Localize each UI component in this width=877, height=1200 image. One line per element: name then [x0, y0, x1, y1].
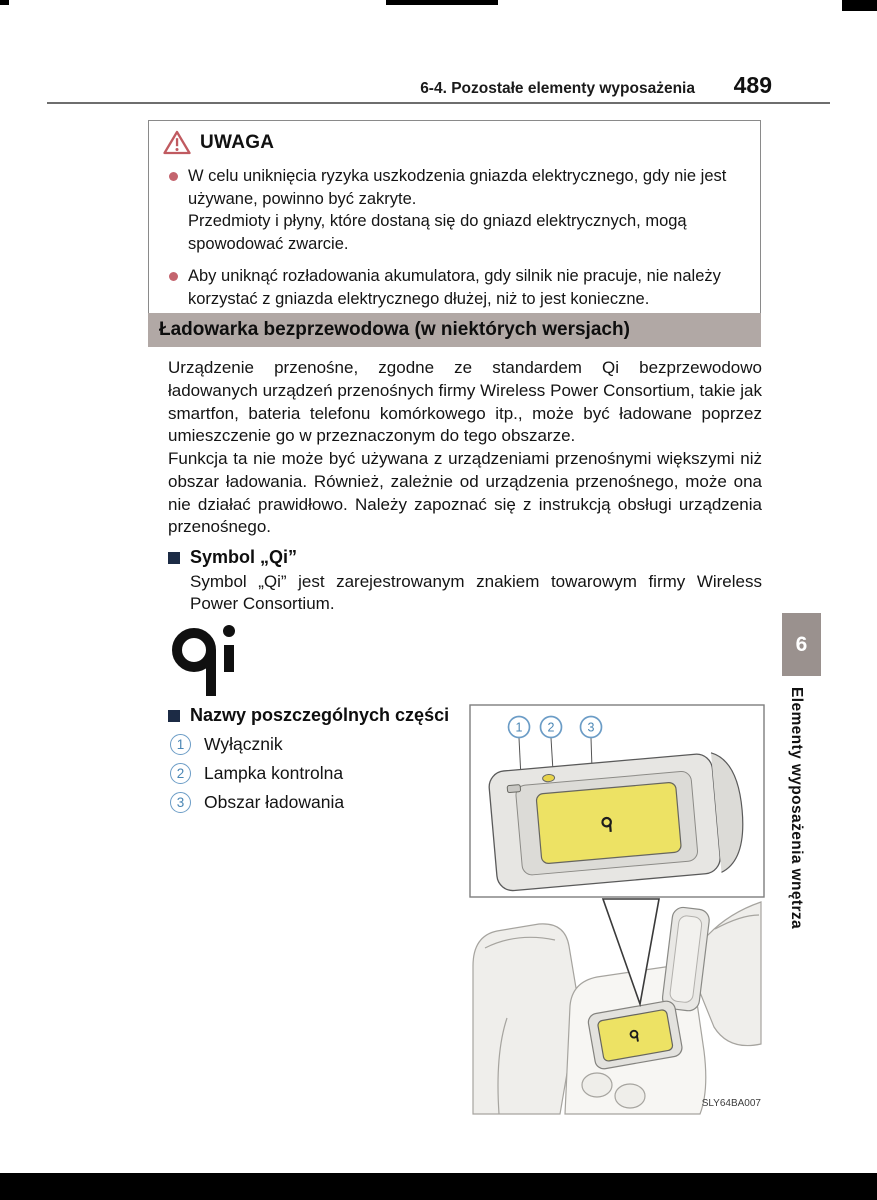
caution-item — [161, 265, 744, 310]
symbol-heading-row — [168, 547, 762, 568]
callout-number: 3 — [587, 720, 595, 735]
part-label: Lampka kontrolna — [204, 763, 344, 784]
armrest-drawing — [488, 751, 748, 892]
callout-number: 2 — [547, 720, 555, 735]
circled-number: 2 — [170, 763, 191, 784]
cupholder — [615, 1084, 645, 1108]
bullet-icon — [169, 172, 178, 181]
bullet-icon — [169, 272, 178, 281]
section-heading: Ładowarka bezprzewodowa (w niektórych wersjach) — [148, 313, 761, 347]
caution-line: Aby uniknąć rozładowania akumulatora, gdy silnik nie pracuje, nie należy korzystać z gniazda elektrycznego dłużej, niż to jest konieczne. — [188, 267, 721, 308]
caution-box — [148, 120, 761, 327]
part-label: Wyłącznik — [204, 734, 283, 755]
header-divider — [47, 102, 830, 104]
qi-logo-icon — [170, 623, 236, 697]
caution-text — [188, 165, 744, 255]
square-bullet-icon — [168, 552, 180, 564]
wireless-charger-figure — [469, 704, 765, 1116]
caution-header — [161, 130, 744, 155]
part-label: Obszar ładowania — [204, 792, 345, 813]
scan-artifact — [0, 1173, 877, 1200]
caution-line: W celu uniknięcia ryzyka uszkodzenia gniazda elektrycznego, gdy nie jest używane, powinno być zakryte. — [188, 167, 727, 208]
figure-callouts — [509, 717, 602, 738]
caution-item — [161, 165, 744, 255]
caution-title: UWAGA — [200, 131, 275, 153]
scan-artifact — [842, 0, 877, 11]
symbol-description: Symbol „Qi” jest zarejestrowanym znakiem towarowym firmy Wireless Power Consortium. — [190, 572, 762, 614]
charging-area — [536, 782, 682, 864]
warning-triangle-icon — [163, 130, 191, 155]
figure-code: SLY64BA007 — [701, 1098, 761, 1109]
running-header: 6-4. Pozostałe elementy wyposażenia — [420, 80, 695, 97]
page-number: 489 — [733, 72, 772, 98]
cupholder — [582, 1073, 612, 1097]
circled-number: 1 — [170, 734, 191, 755]
scan-artifact — [0, 0, 9, 5]
chapter-title-vertical: Elementy wyposażenia wnętrza — [788, 687, 805, 930]
paragraph: Funkcja ta nie może być używana z urządzeniami przenośnymi większymi niż obszar ładowania. Również, zależnie od urządzenia przenośnego, może ona nie działać prawidłowo. Należy zapoznać się z instrukcją obsługi urządzenia przenośnego. — [168, 449, 762, 537]
paragraph: Urządzenie przenośne, zgodne ze standardem Qi bezprzewodowo ładowanych urządzeń przenośnych firmy Wireless Power Consortium, takie jak smartfon, bateria telefonu komórkowego itp., może być ładowane poprzez umieszczenie go w przeznaczonym do tego obszarze. — [168, 358, 762, 446]
caution-line: Przedmioty i płyny, które dostaną się do gniazd elektrycznych, mogą spowodować zwarcie. — [188, 212, 687, 253]
caution-text — [188, 265, 744, 310]
circled-number: 3 — [170, 792, 191, 813]
chapter-tab: 6 — [782, 613, 821, 676]
parts-heading: Nazwy poszczególnych części — [190, 705, 450, 726]
callout-number: 1 — [515, 720, 523, 735]
symbol-heading: Symbol „Qi” — [190, 547, 298, 568]
square-bullet-icon — [168, 710, 180, 722]
scan-artifact — [386, 0, 498, 5]
power-switch — [507, 785, 521, 793]
